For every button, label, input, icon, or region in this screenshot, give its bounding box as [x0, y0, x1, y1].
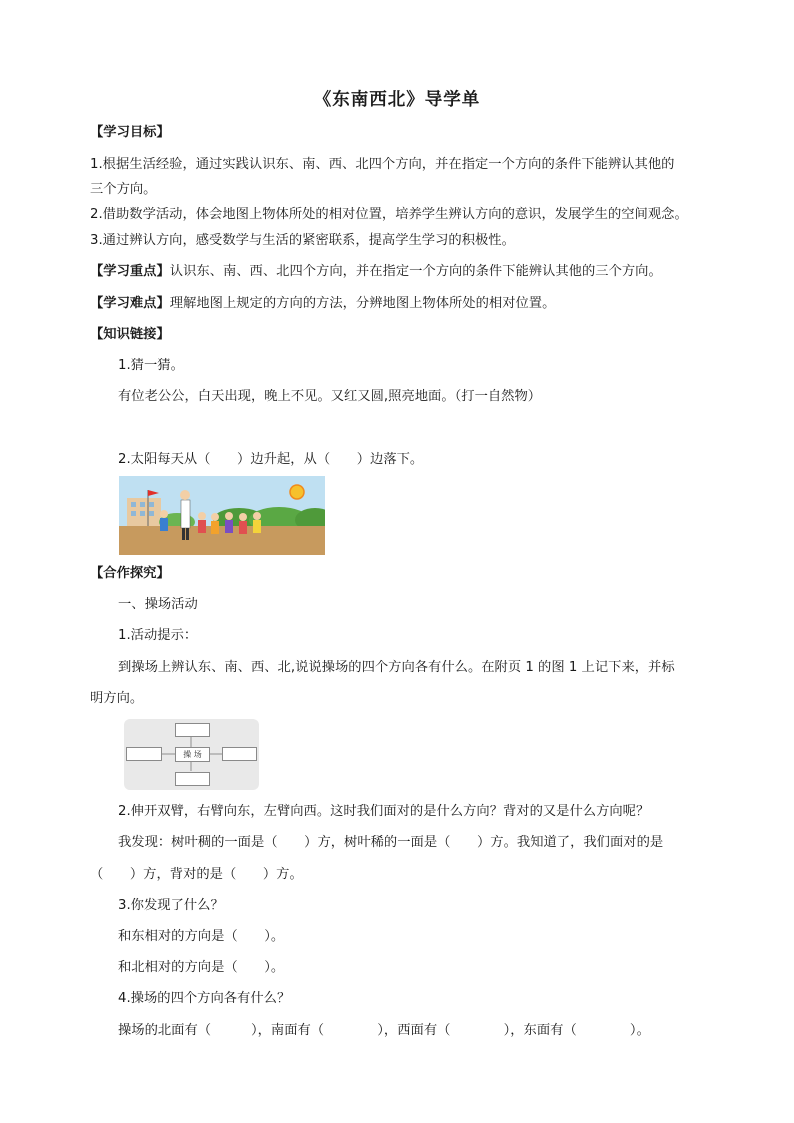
- west-box: [126, 747, 162, 761]
- north-box: [175, 723, 210, 737]
- east-box: [222, 747, 257, 761]
- difficulty-text: 理解地图上规定的方向的方法，分辨地图上物体所处的相对位置。: [169, 296, 556, 311]
- four-directions-question: 4.操场的四个方向各有什么？: [118, 991, 291, 1006]
- key-point-text: 认识东、南、西、北四个方向，并在指定一个方向的条件下能辨认其他的三个方向。: [169, 264, 662, 279]
- arms-finding-line2: （ ）方，背对的是（ ）方。: [90, 867, 303, 882]
- south-box: [175, 772, 210, 786]
- objective-1-line2: 三个方向。: [90, 182, 157, 197]
- objective-2: 2.借助数学活动，体会地图上物体所处的相对位置，培养学生辨认方向的意识，发展学生的空间观念。: [90, 207, 688, 222]
- explore-heading: 【合作探究】: [90, 566, 170, 581]
- page-title: 《东南西北》导学单: [313, 90, 481, 110]
- sun-question: 2.太阳每天从（ ）边升起，从（ ）边落下。: [118, 452, 424, 467]
- playground-label: 操 场: [175, 747, 210, 762]
- activity-tip-line2: 明方向。: [90, 691, 144, 706]
- direction-diagram: [124, 719, 259, 790]
- knowledge-link-heading: 【知识链接】: [90, 327, 170, 342]
- key-point-label: 【学习重点】: [90, 264, 170, 279]
- objectives-heading: 【学习目标】: [90, 125, 170, 140]
- discovery-question: 3.你发现了什么？: [118, 898, 224, 913]
- activity-tip-line1: 到操场上辨认东、南、西、北,说说操场的四个方向各有什么。在附页 1 的图 1 上记下来，并标: [118, 660, 675, 675]
- opposite-east: 和东相对的方向是（ ）。: [118, 929, 285, 944]
- section-playground: 一、操场活动: [118, 597, 198, 612]
- objective-3: 3.通过辨认方向，感受数学与生活的紧密联系，提高学生学习的积极性。: [90, 233, 515, 248]
- four-directions-answer: 操场的北面有（ ），南面有（ ），西面有（ ），东面有（ ）。: [118, 1023, 650, 1038]
- opposite-north: 和北相对的方向是（ ）。: [118, 960, 285, 975]
- activity-tip-title: 1.活动提示：: [118, 628, 198, 643]
- key-point: [90, 263, 662, 281]
- riddle-text: 有位老公公，白天出现，晚上不见。又红又圆,照亮地面。（打一自然物）: [118, 389, 542, 404]
- difficulty: [90, 295, 555, 313]
- schoolyard-illustration: [119, 476, 325, 555]
- riddle-title: 1.猜一猜。: [118, 358, 184, 373]
- objective-1-line1: 1.根据生活经验，通过实践认识东、南、西、北四个方向，并在指定一个方向的条件下能辨认其他的: [90, 157, 675, 172]
- arms-question: 2.伸开双臂，右臂向东，左臂向西。这时我们面对的是什么方向？背对的又是什么方向呢？: [118, 804, 650, 819]
- arms-finding-line1: 我发现：树叶稠的一面是（ ）方，树叶稀的一面是（ ）方。我知道了，我们面对的是: [118, 835, 664, 850]
- difficulty-label: 【学习难点】: [90, 296, 170, 311]
